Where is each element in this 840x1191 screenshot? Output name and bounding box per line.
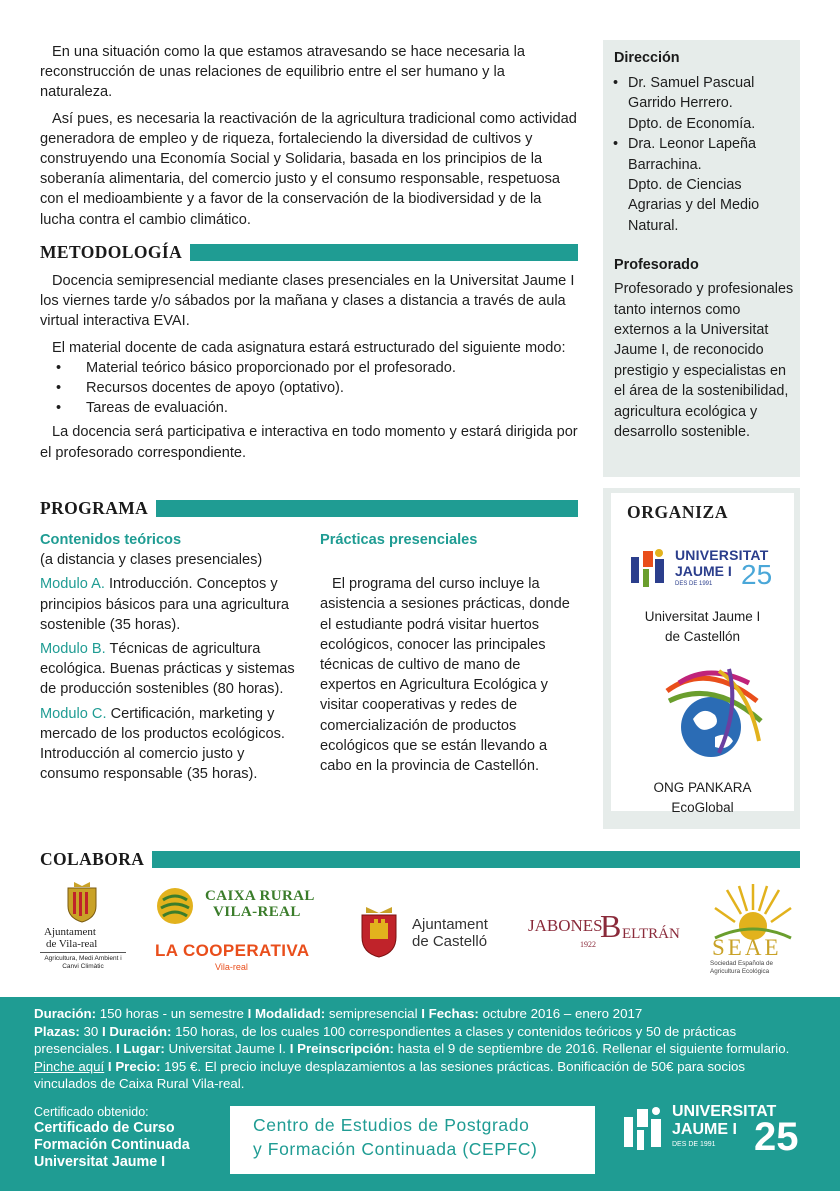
uji-logo-line2: JAUME I [675, 563, 732, 579]
direccion-title: Dirección [614, 50, 680, 66]
duracion2-value: 150 horas, de los cuales 100 correspondientes a clases y contenidos teóricos y 50 de prácticas presenciales. [34, 1023, 737, 1057]
preinscripcion-value: hasta el 9 de septiembre de 2016. Rellenar el siguiente formulario. [393, 1041, 790, 1057]
director-dept: Dpto. de Economía. [628, 115, 756, 132]
coop-line2: Vila-real [215, 962, 248, 972]
metodologia-paragraph-3: La docencia será participativa e interactiva en todo momento y estará dirigida por el profesorado correspondiente. [40, 424, 578, 461]
practicas-title: Prácticas presenciales [320, 532, 478, 548]
profesorado-title: Profesorado [614, 257, 699, 274]
cepfc-line2: y Formación Continuada (CEPFC) [253, 1139, 538, 1159]
programa-title: PROGRAMA [40, 497, 149, 518]
duracion-value: 150 horas - un semestre [96, 1006, 248, 1021]
plazas-value: 30 [79, 1023, 103, 1039]
pankara-caption [611, 778, 794, 818]
caixa-rural-logo [155, 884, 320, 984]
uji-logo-since: DES DE 1991 [675, 581, 713, 587]
lugar-label: I Lugar: [116, 1041, 165, 1057]
practicas-text: El programa del curso incluye la asistencia a sesiones prácticas, donde el estudiante podrá visitar huertos ecológicos, conocer las principales técnicas de cultivo de mano de expertos en Agricultura Ecológica y visitar cooperativas y redes de comercialización de productos ecológicos que se están llevando a cabo en la provincia de Castellón. [320, 576, 570, 775]
modalidad-value: semipresencial [325, 1006, 422, 1021]
director-name: Dra. Leonor Lapeña Barrachina. [628, 136, 757, 173]
certificate-block [34, 1105, 190, 1171]
coop-line1: LA COOPERATIVA [155, 941, 310, 960]
uji-caption-line1: Universitat Jaume I [644, 609, 761, 624]
intro-paragraph-1: En una situación como la que estamos atravesando se hace necesaria la reconstrucción de unas relaciones de equilibrio entre el ser humano y la naturaleza. [40, 44, 525, 101]
cepfc-box [230, 1106, 595, 1174]
modulo-c [40, 704, 302, 785]
castello-shield-icon [356, 903, 402, 961]
jabones-beltran-logo [528, 910, 688, 954]
cepfc-line1: Centro de Estudios de Postgrado [253, 1115, 530, 1135]
organiza-title: ORGANIZA [627, 502, 729, 522]
organiza-panel [603, 488, 800, 829]
pankara-caption-line2: EcoGlobal [671, 800, 734, 815]
contenidos-teoricos [40, 530, 302, 784]
sidebar-info-panel [603, 40, 800, 477]
uji-footer-line2: JAUME I [672, 1121, 737, 1138]
bullet-item: • Recursos docentes de apoyo (optativo). [40, 378, 580, 398]
modulo-b [40, 639, 302, 700]
jabones-year: 1922 [580, 940, 596, 949]
modulo-a-text: Introducción. Conceptos y principios básicos para una agricultura sostenible (35 horas). [40, 576, 290, 633]
plazas-label: Plazas: [34, 1023, 80, 1039]
profesorado-text: Profesorado y profesionales tanto internos como externos a la Universitat Jaume I, de reconocido prestigio y especialistas en el área de la sostenibilidad, agricultura ecológica y desarrollo sostenible. [614, 281, 794, 441]
modulo-b-text: Técnicas de agricultura ecológica. Buenas prácticas y sistemas de producción sostenibles (80 horas). [40, 641, 295, 698]
metodologia-title: METODOLOGÍA [40, 241, 183, 262]
vilareal-sub: Agricultura, Medi Ambient i Canvi Climàtic [40, 952, 126, 970]
certificate-line2: Formación Continuada [34, 1137, 190, 1153]
registration-form-link[interactable]: Pinche aquí [34, 1058, 105, 1074]
precio-value: 195 €. El precio incluye desplazamientos a las sesiones prácticas. Bonificación de 50€ para socios vinculados de Caixa Rural Vila-real. [34, 1058, 746, 1092]
modalidad-label: I Modalidad: [247, 1006, 326, 1021]
section-bar [156, 500, 578, 517]
course-details-line1 [34, 1005, 804, 1023]
colabora-title: COLABORA [40, 848, 145, 869]
organiza-card [611, 493, 794, 815]
jabones-b: B [600, 908, 622, 944]
intro-paragraph-2: Así pues, es necesaria la reactivación de la agricultura tradicional como actividad generadora de empleo y de riqueza, fortaleciendo la diversidad de cultivos y construyendo una Economía Social y Solidaria, basada en los principios de la soberanía alimentaria, del comercio justo y el consumo responsable, respetuosa con el medioambiente y a favor de la conservación de la biodiversidad y de la lucha contra el cambio climático. [40, 110, 577, 228]
fechas-value: octubre 2016 – enero 2017 [478, 1006, 643, 1021]
footer-info-band [0, 997, 840, 1191]
vilareal-line1: Ajuntament [44, 926, 96, 938]
seae-sun-icon [711, 880, 795, 940]
uji-logo-25: 25 [741, 559, 773, 590]
preinscripcion-label: I Preinscripción: [289, 1041, 394, 1057]
teoricos-subtitle: (a distancia y clases presenciales) [40, 552, 263, 569]
pankara-caption-line1: ONG PANKARA [653, 780, 752, 795]
director-name: Dr. Samuel Pascual Garrido Herrero. [628, 75, 755, 112]
caixa-line2: VILA-REAL [213, 904, 301, 920]
metodologia-heading [40, 242, 578, 262]
bullet-item: • Tareas de evaluación. [40, 398, 580, 418]
uji-footer-since: DES DE 1991 [672, 1141, 716, 1148]
programa-heading [40, 498, 578, 518]
uji-footer-line1: UNIVERSITAT [672, 1103, 777, 1120]
directors-list [606, 73, 796, 236]
uji-emblem-white-icon [622, 1105, 666, 1155]
certificate-label: Certificado obtenido: [34, 1105, 149, 1119]
modulo-a-label: Modulo A. [40, 576, 105, 593]
uji-logo [629, 545, 779, 605]
metodologia-paragraph-2: El material docente de cada asignatura estará estructurado del siguiente modo: [52, 339, 566, 356]
certificate-line1: Certificado de Curso [34, 1120, 175, 1136]
uji-logo-line1: UNIVERSITAT [675, 547, 769, 563]
fechas-label: I Fechas: [421, 1006, 479, 1021]
uji-emblem-icon [629, 547, 669, 591]
modulo-c-text: Certificación, marketing y mercado de los productos ecológicos. Introducción al comercio justo y consumo responsable (35 horas). [40, 705, 285, 783]
metodologia-paragraph-1: Docencia semipresencial mediante clases presenciales en la Universitat Jaume I los viernes tarde y/o sábados por la mañana y clases a distancia a través de aula virtual interactiva EVAI. [40, 273, 575, 330]
uji-caption-line2: de Castellón [664, 629, 741, 644]
section-bar [190, 244, 578, 261]
course-details-paragraph [34, 1023, 804, 1093]
seae-name: SEAE [712, 935, 782, 960]
director-dept: Dpto. de Ciencias Agrarias y del Medio Natural. [628, 177, 760, 234]
teoricos-title: Contenidos teóricos [40, 532, 182, 548]
duracion-label: Duración: [34, 1006, 97, 1021]
metodologia-bullet-list [40, 358, 580, 419]
course-details [34, 1005, 804, 1093]
caixa-rural-icon [155, 886, 195, 926]
vilareal-line2: de Vila-real [46, 938, 98, 950]
jabones-right: ELTRÁN [622, 926, 680, 942]
modulo-c-label: Modulo C. [40, 705, 107, 722]
modulo-a [40, 574, 302, 635]
director-item [606, 134, 796, 236]
metodologia-body [40, 271, 580, 463]
vilareal-shield-icon [64, 880, 100, 924]
castello-logo [356, 903, 506, 963]
seae-logo [708, 880, 798, 978]
intro [40, 42, 580, 230]
certificate-line3: Universitat Jaume I [34, 1154, 166, 1170]
modulo-b-label: Modulo B. [40, 641, 106, 658]
practicas-presenciales [320, 530, 570, 776]
jabones-left: JABONES [528, 916, 603, 935]
seae-sub: Sociedad Española de Agricultura Ecológica [710, 960, 774, 975]
director-item [606, 73, 796, 134]
uji-caption [611, 607, 794, 647]
section-bar [152, 851, 800, 868]
colabora-heading [40, 849, 800, 869]
uji-footer-logo [622, 1101, 802, 1177]
lugar-value: Universitat Jaume I. [164, 1041, 290, 1057]
vilareal-logo [36, 878, 128, 978]
pankara-logo-icon [659, 661, 769, 771]
castello-line2: de Castelló [412, 933, 488, 950]
castello-line1: Ajuntament [412, 916, 488, 933]
duracion2-label: I Duración: [102, 1023, 172, 1039]
uji-footer-25: 25 [754, 1115, 799, 1159]
caixa-line1: CAIXA RURAL [205, 888, 315, 904]
precio-label: I Precio: [104, 1058, 161, 1074]
bullet-item: • Material teórico básico proporcionado por el profesorado. [40, 358, 580, 378]
